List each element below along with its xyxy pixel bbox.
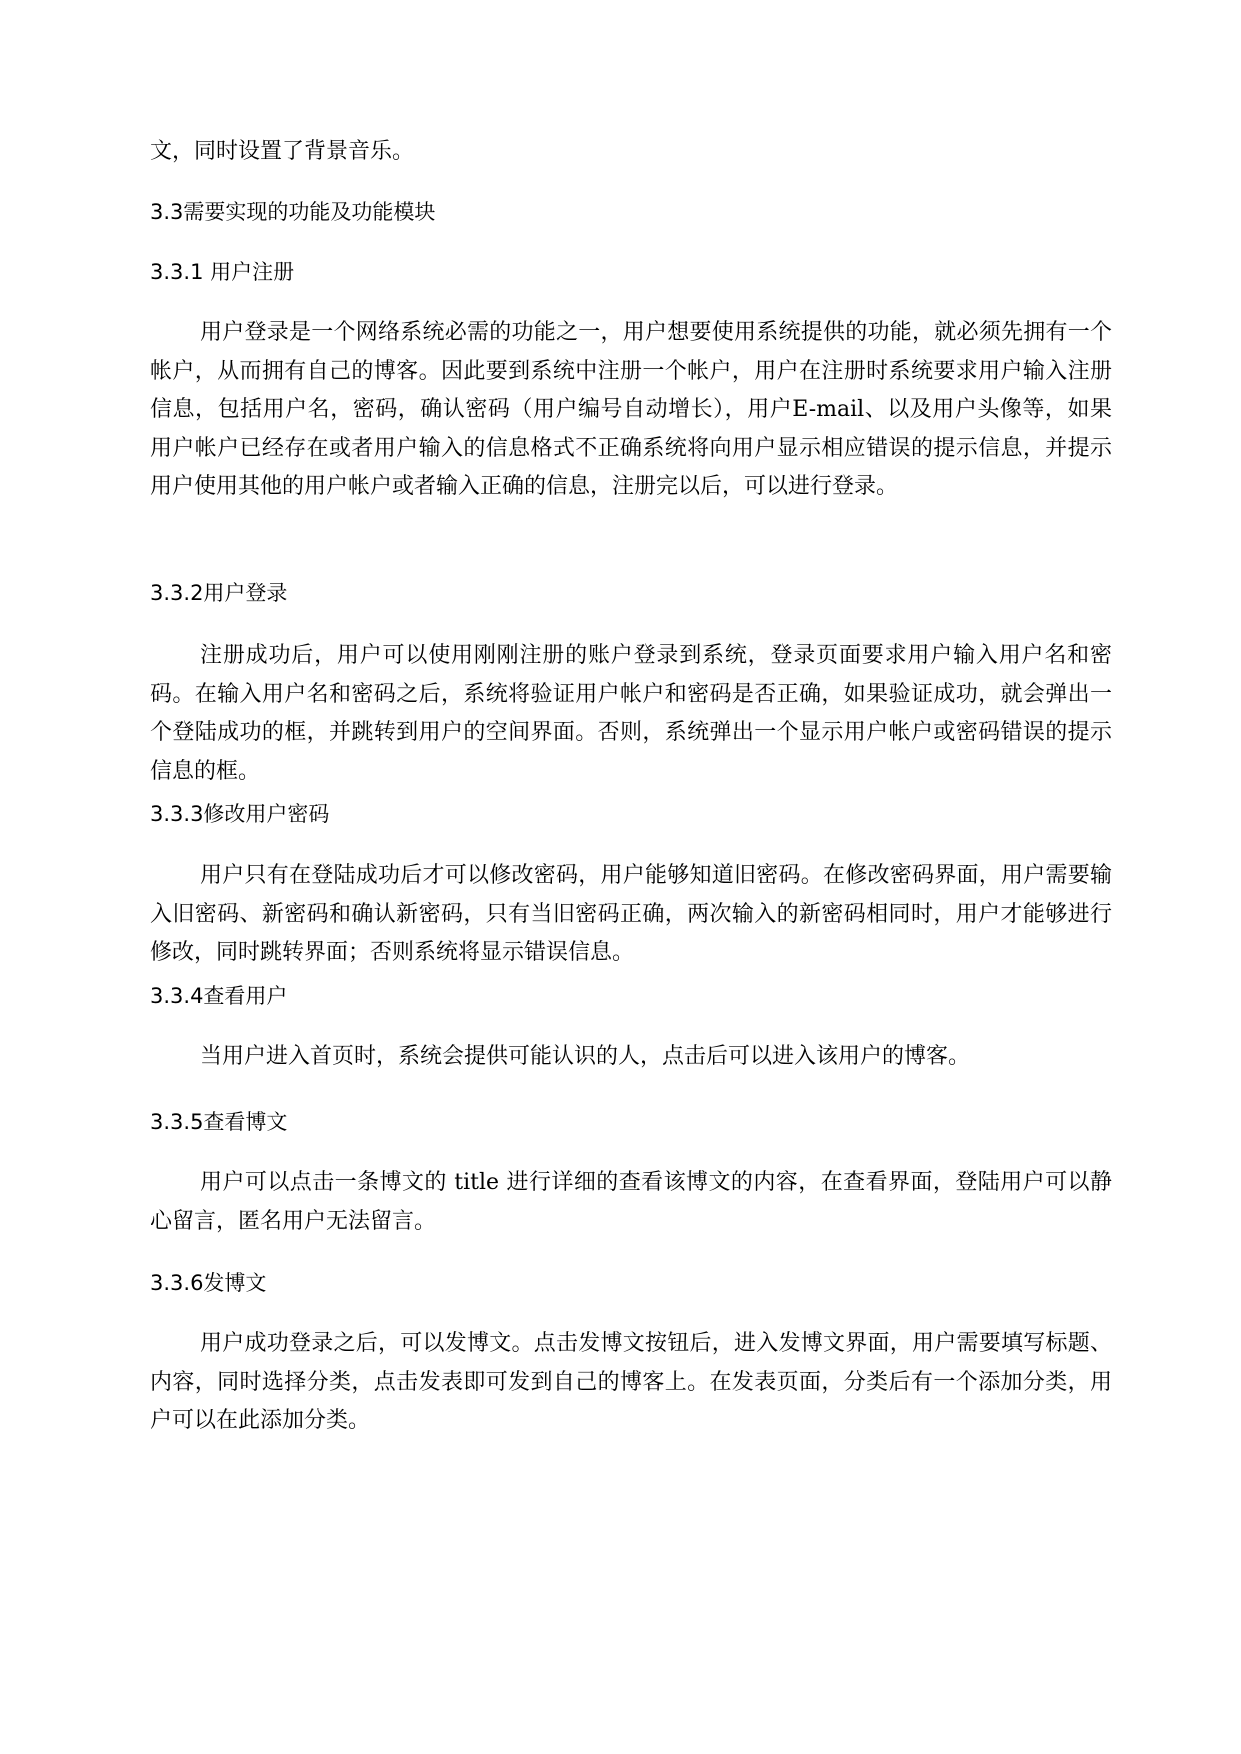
subsection-heading-3-3-2: 3.3.2用户登录 — [150, 581, 288, 605]
subsection-heading-3-3-6: 3.3.6发博文 — [150, 1271, 267, 1295]
subsection-body-3-3-3: 用户只有在登陆成功后才可以修改密码，用户能够知道旧密码。在修改密码界面，用户需要输入旧密码、新密码和确认新密码，只有当旧密码正确，两次输入的新密码相同时，用户才能够进行修改，同时跳转界面；否则系统将显示错误信息。 — [150, 863, 1112, 965]
subsection-heading-3-3-5: 3.3.5查看博文 — [150, 1110, 288, 1134]
subsection-heading-3-3-1: 3.3.1 用户注册 — [150, 260, 295, 284]
subsection-heading-3-3-4: 3.3.4查看用户 — [150, 984, 288, 1008]
subsection-body-3-3-5: 用户可以点击一条博文的 title 进行详细的查看该博文的内容，在查看界面，登陆用户可以静心留言，匿名用户无法留言。 — [150, 1170, 1112, 1234]
subsection-body-3-3-1: 用户登录是一个网络系统必需的功能之一，用户想要使用系统提供的功能，就必须先拥有一个帐户，从而拥有自己的博客。因此要到系统中注册一个帐户，用户在注册时系统要求用户输入注册信息，包括用户名，密码，确认密码（用户编号自动增长），用户E-mail、以及用户头像等，如果用户帐户已经存在或者用户输入的信息格式不正确系统将向用户显示相应错误的提示信息，并提示用户使用其他的用户帐户或者输入正确的信息，注册完以后，可以进行登录。 — [150, 320, 1112, 499]
continuation-text: 文，同时设置了背景音乐。 — [150, 139, 415, 164]
subsection-heading-3-3-3: 3.3.3修改用户密码 — [150, 802, 330, 826]
subsection-body-3-3-2: 注册成功后，用户可以使用刚刚注册的账户登录到系统，登录页面要求用户输入用户名和密码。在输入用户名和密码之后，系统将验证用户帐户和密码是否正确，如果验证成功，就会弹出一个登陆成功的框，并跳转到用户的空间界面。否则，系统弹出一个显示用户帐户或密码错误的提示信息的框。 — [150, 643, 1112, 784]
subsection-body-3-3-6: 用户成功登录之后，可以发博文。点击发博文按钮后，进入发博文界面，用户需要填写标题、内容，同时选择分类，点击发表即可发到自己的博客上。在发表页面，分类后有一个添加分类，用户可以在此添加分类。 — [150, 1331, 1112, 1433]
section-heading: 3.3需要实现的功能及功能模块 — [150, 200, 436, 224]
subsection-body-3-3-4: 当用户进入首页时，系统会提供可能认识的人，点击后可以进入该用户的博客。 — [200, 1044, 971, 1069]
